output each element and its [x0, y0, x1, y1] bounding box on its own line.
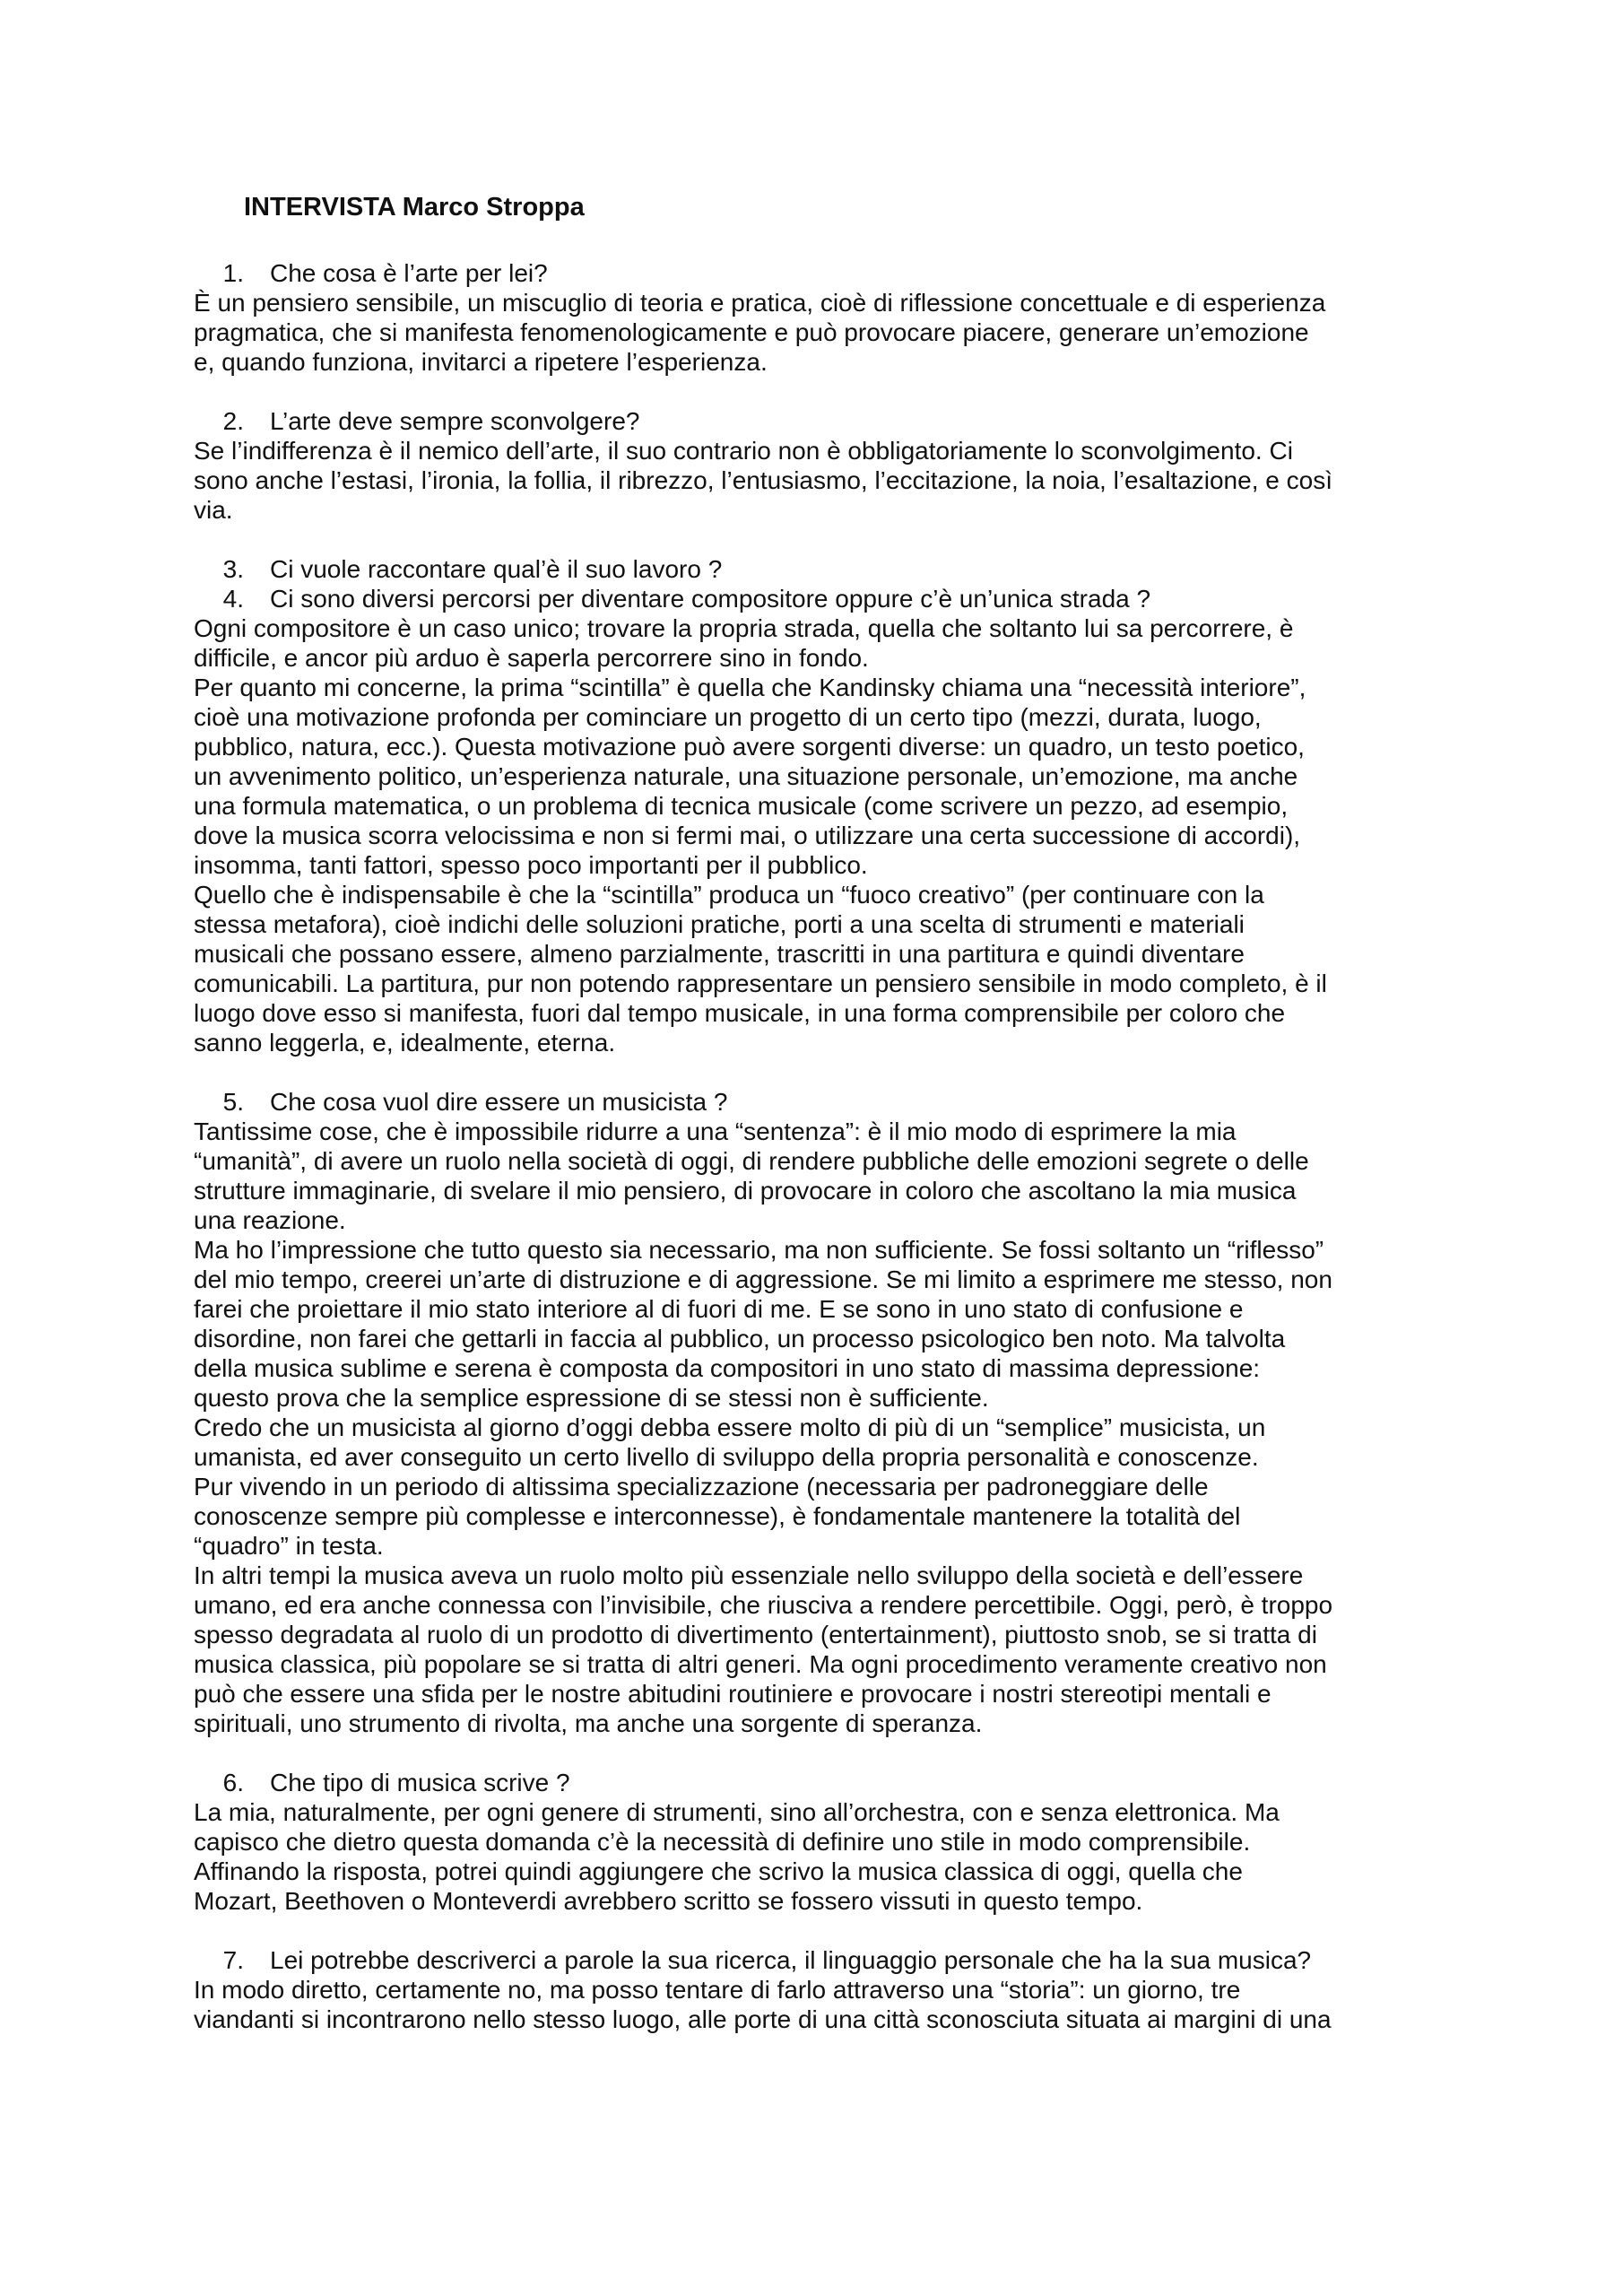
answer-line: Pur vivendo in un periodo di altissima specializzazione (necessaria per padroneggiare delle [194, 1473, 1209, 1500]
answer-line: musicali che possano essere, almeno parzialmente, trascritti in una partitura e quindi diventare [194, 940, 1245, 968]
answer-line: Ma ho l’impressione che tutto questo sia necessario, ma non sufficiente. Se fossi soltanto un “riflesso” [194, 1236, 1324, 1264]
answer-line: Affinando la risposta, potrei quindi aggiungere che scrivo la musica classica di oggi, quella che [194, 1857, 1243, 1885]
interview-section [194, 406, 1449, 525]
question-number: 6. [222, 1769, 244, 1796]
answer-line: del mio tempo, creerei un’arte di distruzione e di aggressione. Se mi limito a esprimere me stesso, non [194, 1265, 1332, 1293]
question-text: Che cosa è l’arte per lei? [270, 259, 548, 287]
answer-line: spesso degradata al ruolo di un prodotto di divertimento (entertainment), piuttosto snob, se si tratta di [194, 1621, 1317, 1648]
answer-line: pragmatica, che si manifesta fenomenologicamente e può provocare piacere, generare un’emozione [194, 318, 1309, 346]
question-number: 7. [222, 1946, 244, 1974]
answer-line: può che essere una sfida per le nostre abitudini routiniere e provocare i nostri stereotipi mentali e [194, 1680, 1271, 1708]
answer-line: conoscenze sempre più complesse e interconnesse), è fondamentale mantenere la totalità del [194, 1502, 1241, 1530]
answer-line: Se l’indifferenza è il nemico dell’arte, il suo contrario non è obbligatoriamente lo sconvolgimento. Ci [194, 437, 1293, 465]
answer-paragraph [194, 1235, 1449, 1413]
question-item [194, 584, 1449, 613]
question-number: 2. [222, 407, 244, 435]
document-body [194, 190, 1449, 2064]
question-number: 4. [222, 585, 244, 613]
interview-section [194, 554, 1449, 1057]
answer-line: strutture immaginarie, di svelare il mio pensiero, di provocare in coloro che ascoltano la mia musica [194, 1177, 1297, 1205]
answer-line: Per quanto mi concerne, la prima “scintilla” è quella che Kandinsky chiama una “necessità interiore”, [194, 674, 1306, 701]
answer-line: difficile, e ancor più arduo è saperla percorrere sino in fondo. [194, 644, 869, 672]
question-item [194, 258, 1449, 288]
answer-line: della musica sublime e serena è composta da compositori in uno stato di massima depressione: [194, 1354, 1261, 1382]
interview-sections [194, 258, 1449, 2034]
answer-paragraph [194, 288, 1449, 377]
answer-paragraph [194, 1975, 1449, 2034]
answer-line: e, quando funziona, invitarci a ripetere l’esperienza. [194, 348, 768, 376]
answer-line: È un pensiero sensibile, un miscuglio di teoria e pratica, cioè di riflessione concettuale e di esperienza [194, 289, 1326, 317]
question-number: 1. [222, 259, 244, 287]
question-number: 3. [222, 555, 244, 583]
answer-paragraph [194, 1561, 1449, 1738]
question-text: Lei potrebbe descriverci a parole la sua ricerca, il linguaggio personale che ha la sua musica? [270, 1946, 1312, 1974]
answer-line: luogo dove esso si manifesta, fuori dal tempo musicale, in una forma comprensibile per coloro che [194, 999, 1286, 1027]
question-item [194, 554, 1449, 584]
answer-line: Credo che un musicista al giorno d’oggi debba essere molto di più di un “semplice” musicista, un [194, 1413, 1266, 1441]
answer-paragraph [194, 880, 1449, 1057]
answer-line: via. [194, 496, 233, 524]
answer-line: spirituali, uno strumento di rivolta, ma anche una sorgente di speranza. [194, 1709, 983, 1737]
answer-paragraph [194, 436, 1449, 525]
answer-line: “umanità”, di avere un ruolo nella società di oggi, di rendere pubbliche delle emozioni segrete o delle [194, 1147, 1309, 1175]
answer-line: Mozart, Beethoven o Monteverdi avrebbero scritto se fossero vissuti in questo tempo. [194, 1887, 1143, 1915]
answer-line: In altri tempi la musica aveva un ruolo molto più essenziale nello sviluppo della società e dell’essere [194, 1561, 1304, 1589]
question-item [194, 1087, 1449, 1117]
answer-line: In modo diretto, certamente no, ma posso tentare di farlo attraverso una “storia”: un giorno, tre [194, 1976, 1241, 2004]
answer-line: questo prova che la semplice espressione di se stessi non è sufficiente. [194, 1384, 989, 1412]
answer-line: La mia, naturalmente, per ogni genere di strumenti, sino all’orchestra, con e senza elettronica. Ma [194, 1798, 1280, 1826]
question-item [194, 1768, 1449, 1797]
question-text: Che tipo di musica scrive ? [270, 1769, 570, 1796]
answer-line: stessa metafora), cioè indichi delle soluzioni pratiche, porti a una scelta di strumenti e materiali [194, 910, 1245, 938]
question-text: L’arte deve sempre sconvolgere? [270, 407, 640, 435]
question-text: Che cosa vuol dire essere un musicista ? [270, 1088, 728, 1116]
interview-section [194, 1945, 1449, 2034]
document-title: INTERVISTA Marco Stroppa [244, 193, 585, 222]
answer-line: una reazione. [194, 1206, 346, 1234]
answer-line: musica classica, più popolare se si tratta di altri generi. Ma ogni procedimento veramente creativo non [194, 1650, 1327, 1678]
answer-line: Ogni compositore è un caso unico; trovare la propria strada, quella che soltanto lui sa percorrere, è [194, 614, 1294, 642]
question-number: 5. [222, 1088, 244, 1116]
answer-paragraph [194, 673, 1449, 880]
answer-line: farei che proiettare il mio stato interiore al di fuori di me. E se sono in uno stato di confusione e [194, 1295, 1244, 1323]
question-text: Ci vuole raccontare qual’è il suo lavoro ? [270, 555, 723, 583]
answer-line: pubblico, natura, ecc.). Questa motivazione può avere sorgenti diverse: un quadro, un testo poetico, [194, 733, 1305, 761]
answer-line: umanista, ed aver conseguito un certo livello di sviluppo della propria personalità e conoscenze. [194, 1443, 1259, 1471]
interview-section [194, 1768, 1449, 1916]
question-item [194, 406, 1449, 436]
answer-line: “quadro” in testa. [194, 1532, 384, 1560]
answer-paragraph [194, 1797, 1449, 1916]
answer-line: umano, ed era anche connessa con l’invisibile, che riusciva a rendere percettibile. Oggi, però, è troppo [194, 1591, 1333, 1619]
answer-line: un avvenimento politico, un’esperienza naturale, una situazione personale, un’emozione, ma anche [194, 762, 1298, 790]
answer-paragraph [194, 1472, 1449, 1561]
answer-line: dove la musica scorra velocissima e non si fermi mai, o utilizzare una certa successione di accordi), [194, 822, 1301, 849]
answer-line: sanno leggerla, e, idealmente, eterna. [194, 1029, 616, 1057]
question-item [194, 1945, 1449, 1975]
answer-line: sono anche l’estasi, l’ironia, la follia, il ribrezzo, l’entusiasmo, l’eccitazione, la noia, l’esaltazione, e così [194, 466, 1332, 494]
answer-line: viandanti si incontrarono nello stesso luogo, alle porte di una città sconosciuta situata ai margini di una [194, 2005, 1332, 2033]
answer-line: comunicabili. La partitura, pur non potendo rappresentare un pensiero sensibile in modo completo, è il [194, 970, 1327, 997]
answer-line: insomma, tanti fattori, spesso poco importanti per il pubblico. [194, 851, 868, 879]
answer-paragraph [194, 613, 1449, 673]
answer-line: Tantissime cose, che è impossibile ridurre a una “sentenza”: è il mio modo di esprimere la mia [194, 1118, 1237, 1145]
answer-paragraph [194, 1117, 1449, 1235]
answer-line: cioè una motivazione profonda per cominciare un progetto di un certo tipo (mezzi, durata, luogo, [194, 703, 1262, 731]
interview-section [194, 258, 1449, 377]
answer-line: una formula matematica, o un problema di tecnica musicale (come scrivere un pezzo, ad esempio, [194, 792, 1289, 820]
answer-paragraph [194, 1413, 1449, 1472]
answer-line: disordine, non farei che gettarli in faccia al pubblico, un processo psicologico ben noto. Ma talvolta [194, 1325, 1286, 1352]
interview-section [194, 1087, 1449, 1738]
answer-line: capisco che dietro questa domanda c’è la necessità di definire uno stile in modo comprensibile. [194, 1828, 1251, 1856]
question-text: Ci sono diversi percorsi per diventare compositore oppure c’è un’unica strada ? [270, 585, 1151, 613]
answer-line: Quello che è indispensabile è che la “scintilla” produca un “fuoco creativo” (per continuare con la [194, 881, 1264, 909]
